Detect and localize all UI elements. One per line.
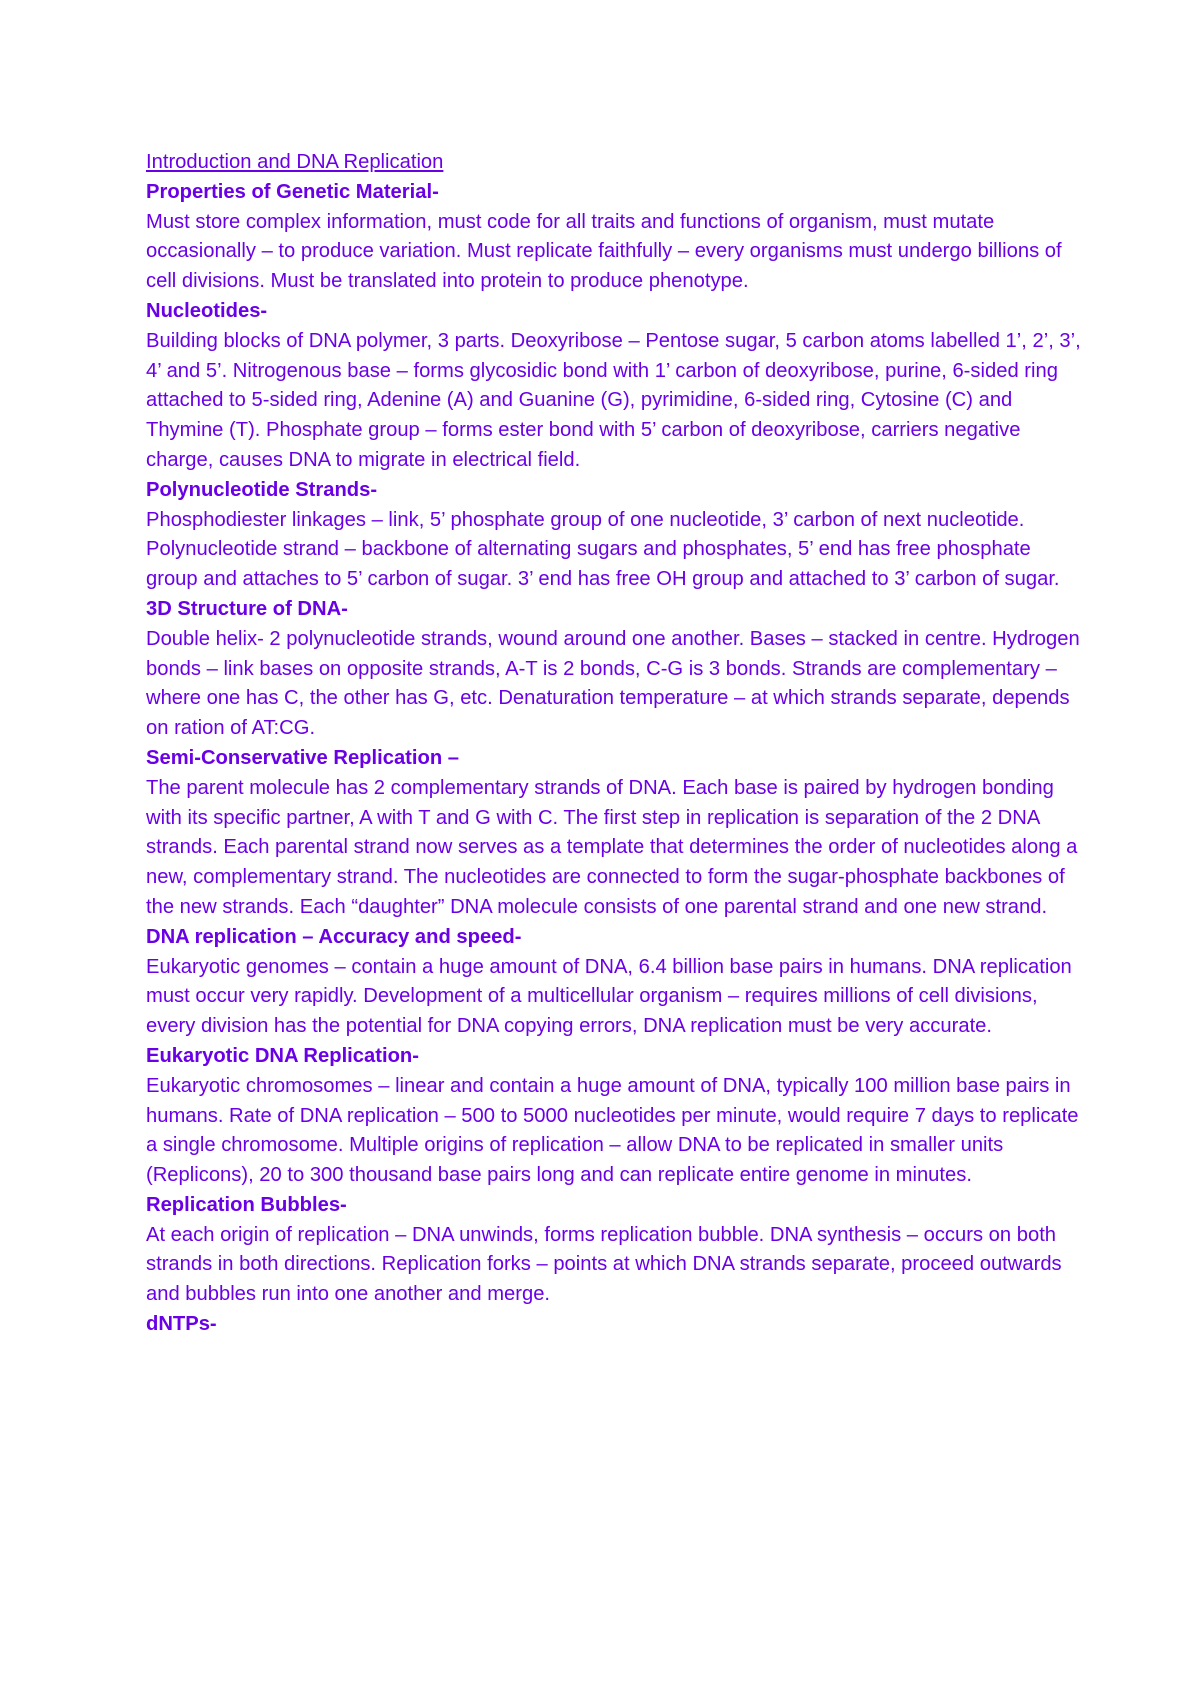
section-body-3d-structure: Double helix- 2 polynucleotide strands, wound around one another. Bases – stacked in centre. Hydrogen bonds – link bases on opposite strands, A-T is 2 bonds, C-G is 3 bonds. Strands are complementary – where one has C, the other has G, etc. Denaturation temperature – at which strands separate, depends on ration of AT:CG. xyxy=(146,627,1080,740)
document-title: Introduction and DNA Replication xyxy=(146,151,444,173)
section-body-properties: Must store complex information, must code for all traits and functions of organism, must mutate occasionally – to produce variation. Must replicate faithfully – every organisms must undergo billions of cell divisions. Must be translated into protein to produce phenotype. xyxy=(146,210,1062,293)
section-body-polynucleotide: Phosphodiester linkages – link, 5’ phosphate group of one nucleotide, 3’ carbon of next nucleotide. Polynucleotide strand – backbone of alternating sugars and phosphates, 5’ end has free phosphate group and attaches to 5’ carbon of sugar. 3’ end has free OH group and attached to 3’ carbon of sugar. xyxy=(146,508,1060,591)
section-body-semi-conservative: The parent molecule has 2 complementary strands of DNA. Each base is paired by hydrogen bonding with its specific partner, A with T and G with C. The first step in replication is separation of the 2 DNA strands. Each parental strand now serves as a template that determines the order of nucleotides along a new, complementary strand. The nucleotides are connected to form the sugar-phosphate backbones of the new strands. Each “daughter” DNA molecule consists of one parental strand and one new strand. xyxy=(146,776,1078,918)
section-heading-nucleotides: Nucleotides- xyxy=(146,299,268,322)
section-heading-properties: Properties of Genetic Material- xyxy=(146,180,439,203)
section-heading-polynucleotide: Polynucleotide Strands- xyxy=(146,478,378,501)
section-body-accuracy-speed: Eukaryotic genomes – contain a huge amount of DNA, 6.4 billion base pairs in humans. DNA replication must occur very rapidly. Development of a multicellular organism – requires millions of cell divisions, every division has the potential for DNA copying errors, DNA replication must be very accurate. xyxy=(146,955,1072,1038)
section-heading-dntps: dNTPs- xyxy=(146,1313,217,1336)
section-body-nucleotides: Building blocks of DNA polymer, 3 parts. Deoxyribose – Pentose sugar, 5 carbon atoms labelled 1’, 2’, 3’, 4’ and 5’. Nitrogenous base – forms glycosidic bond with 1’ carbon of deoxyribose, purine, 6-sided ring attached to 5-sided ring, Adenine (A) and Guanine (G), pyrimidine, 6-sided ring, Cytosine (C) and Thymine (T). Phosphate group – forms ester bond with 5’ carbon of deoxyribose, carriers negative charge, causes DNA to migrate in electrical field. xyxy=(146,329,1081,471)
section-heading-accuracy-speed: DNA replication – Accuracy and speed- xyxy=(146,925,522,948)
section-body-replication-bubbles: At each origin of replication – DNA unwinds, forms replication bubble. DNA synthesis – occurs on both strands in both directions. Replication forks – points at which DNA strands separate, proceed outwards and bubbles run into one another and merge. xyxy=(146,1223,1062,1306)
document-page xyxy=(146,148,1086,1340)
section-heading-replication-bubbles: Replication Bubbles- xyxy=(146,1193,347,1216)
section-heading-eukaryotic-replication: Eukaryotic DNA Replication- xyxy=(146,1044,419,1067)
section-heading-semi-conservative: Semi-Conservative Replication – xyxy=(146,746,460,769)
section-body-eukaryotic-replication: Eukaryotic chromosomes – linear and contain a huge amount of DNA, typically 100 million base pairs in humans. Rate of DNA replication – 500 to 5000 nucleotides per minute, would require 7 days to replicate a single chromosome. Multiple origins of replication – allow DNA to be replicated in smaller units (Replicons), 20 to 300 thousand base pairs long and can replicate entire genome in minutes. xyxy=(146,1074,1079,1187)
section-heading-3d-structure: 3D Structure of DNA- xyxy=(146,597,348,620)
